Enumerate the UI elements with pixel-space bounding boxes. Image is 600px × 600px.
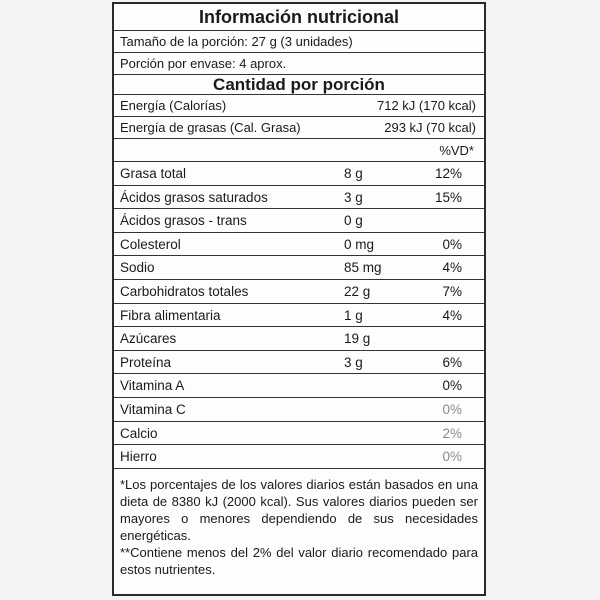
- nutrient-amount: 0 g: [344, 213, 363, 229]
- footnote-less-than-2: **Contiene menos del 2% del valor diario recomendado para estos nutrientes.: [120, 545, 478, 577]
- nutrient-daily-value: 0%: [442, 378, 462, 394]
- nutrient-row: [114, 233, 484, 257]
- nutrient-row: [114, 209, 484, 233]
- nutrient-row: [114, 304, 484, 328]
- nutrient-row: [114, 280, 484, 304]
- nutrient-amount: 19 g: [344, 331, 371, 347]
- nutrient-amount: 3 g: [344, 354, 363, 370]
- nutrient-daily-value: 0%: [442, 402, 462, 417]
- energy-fat-value: 293 kJ (70 kcal): [384, 120, 476, 135]
- amount-per-serving-header: Cantidad por porción: [114, 75, 484, 95]
- nutrient-row: [114, 162, 484, 186]
- footnotes: [120, 476, 478, 578]
- nutrient-name: Fibra alimentaria: [120, 307, 221, 323]
- nutrient-daily-value: 7%: [442, 284, 462, 299]
- nutrient-name: Hierro: [120, 449, 157, 465]
- energy-value: 712 kJ (170 kcal): [377, 98, 476, 113]
- energy-row: [114, 95, 484, 117]
- nutrient-name: Ácidos grasos saturados: [120, 189, 268, 205]
- nutrient-row: [114, 422, 484, 446]
- energy-fat-name: Energía de grasas (Cal. Grasa): [120, 120, 301, 135]
- daily-value-header: %VD*: [439, 143, 474, 158]
- nutrition-label: [112, 2, 486, 596]
- nutrient-daily-value: 15%: [434, 189, 462, 205]
- label-title: Información nutricional: [114, 4, 484, 31]
- nutrient-daily-value: 0%: [442, 236, 462, 252]
- footnote-daily-values: *Los porcentajes de los valores diarios están basados en una dieta de 8380 kJ (2000 kcal). Sus valores diarios pueden ser mayores o menores dependiendo de sus necesidades energéticas.: [120, 477, 478, 543]
- energy-fat-row: [114, 117, 484, 139]
- nutrient-daily-value: 4%: [442, 260, 462, 276]
- nutrient-row: [114, 327, 484, 351]
- nutrient-row: [114, 445, 484, 469]
- nutrient-name: Azúcares: [120, 331, 177, 347]
- nutrient-daily-value: 2%: [442, 425, 462, 441]
- nutrient-name: Calcio: [120, 425, 158, 441]
- nutrient-name: Sodio: [120, 260, 155, 276]
- nutrient-row: [114, 398, 484, 422]
- nutrient-amount: 0 mg: [344, 236, 375, 252]
- nutrient-row: [114, 256, 484, 280]
- nutrient-amount: 85 mg: [344, 260, 382, 276]
- nutrient-row: [114, 374, 484, 398]
- nutrient-name: Ácidos grasos - trans: [120, 213, 247, 229]
- serving-size: Tamaño de la porción: 27 g (3 unidades): [114, 31, 484, 53]
- nutrient-daily-value: 6%: [442, 354, 462, 370]
- energy-name: Energía (Calorías): [120, 98, 227, 113]
- nutrient-row: [114, 351, 484, 375]
- nutrient-amount: 1 g: [344, 307, 363, 323]
- servings-per-container: Porción por envase: 4 aprox.: [114, 53, 484, 75]
- nutrient-name: Carbohidratos totales: [120, 284, 249, 299]
- nutrient-daily-value: 0%: [442, 449, 462, 465]
- nutrient-name: Vitamina C: [120, 402, 186, 417]
- nutrient-name: Colesterol: [120, 236, 181, 252]
- nutrient-daily-value: 12%: [434, 166, 462, 181]
- nutrient-amount: 3 g: [344, 189, 363, 205]
- nutrient-amount: 8 g: [344, 166, 363, 181]
- nutrient-name: Proteína: [120, 354, 172, 370]
- daily-value-header-row: [114, 139, 484, 162]
- nutrient-name: Grasa total: [120, 166, 187, 181]
- nutrient-name: Vitamina A: [120, 378, 185, 394]
- nutrient-amount: 22 g: [344, 284, 371, 299]
- nutrient-daily-value: 4%: [442, 307, 462, 323]
- nutrient-row: [114, 186, 484, 210]
